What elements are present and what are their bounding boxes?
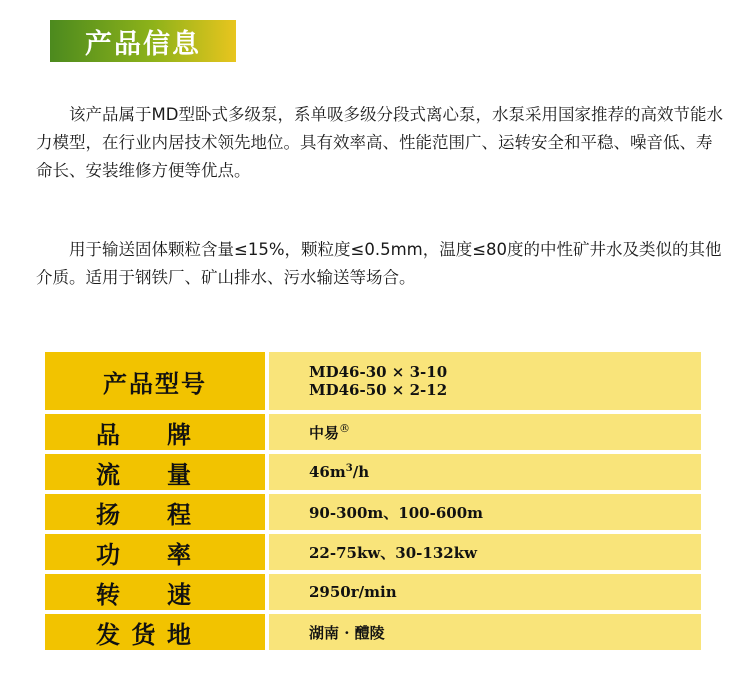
intro-paragraph-1: 该产品属于MD型卧式多级泵，系单吸多级分段式离心泵，水泵采用国家推荐的高效节能水力模型，在行业内居技术领先地位。具有效率高、性能范围广、运转安全和平稳、噪音低、寿命长、安装维修方便等优点。 [36,105,723,180]
spec-row-speed [45,574,701,610]
page-title: 产品信息 [85,28,201,60]
title-banner [50,20,236,62]
spec-value-model [269,352,701,410]
spec-value-speed: 2950r/min [269,574,701,610]
spec-table [45,348,701,654]
spec-value-power: 22-75kw、30-132kw [269,534,701,570]
spec-row-flow [45,454,701,490]
spec-label-head: 扬 程 [45,494,265,530]
spec-row-power [45,534,701,570]
spec-value-flow: $46m^3/h$ [269,454,701,490]
spec-value-origin: 湖南 · 醴陵 [269,614,701,650]
model-line-2: MD46-50 × 2-12 [309,381,448,399]
spec-label-brand: 品 牌 [45,414,265,450]
spec-label-model: 产品型号 [45,352,265,410]
intro-paragraph-2: 用于输送固体颗粒含量≤15%，颗粒度≤0.5mm，温度≤80度的中性矿井水及类似的其他介质。适用于钢铁厂、矿山排水、污水输送等场合。 [36,240,722,287]
spec-row-origin [45,614,701,650]
spec-row-head [45,494,701,530]
spec-value-head: 90-300m、100-600m [269,494,701,530]
spec-row-brand [45,414,701,450]
spec-label-origin: 发 货 地 [45,614,265,650]
spec-label-power: 功 率 [45,534,265,570]
spec-label-speed: 转 速 [45,574,265,610]
spec-value-brand: 中易® [269,414,701,450]
model-line-1: MD46-30 × 3-10 [309,363,448,381]
spec-row-model [45,352,701,410]
registered-mark: ® [339,421,351,435]
spec-label-flow: 流 量 [45,454,265,490]
